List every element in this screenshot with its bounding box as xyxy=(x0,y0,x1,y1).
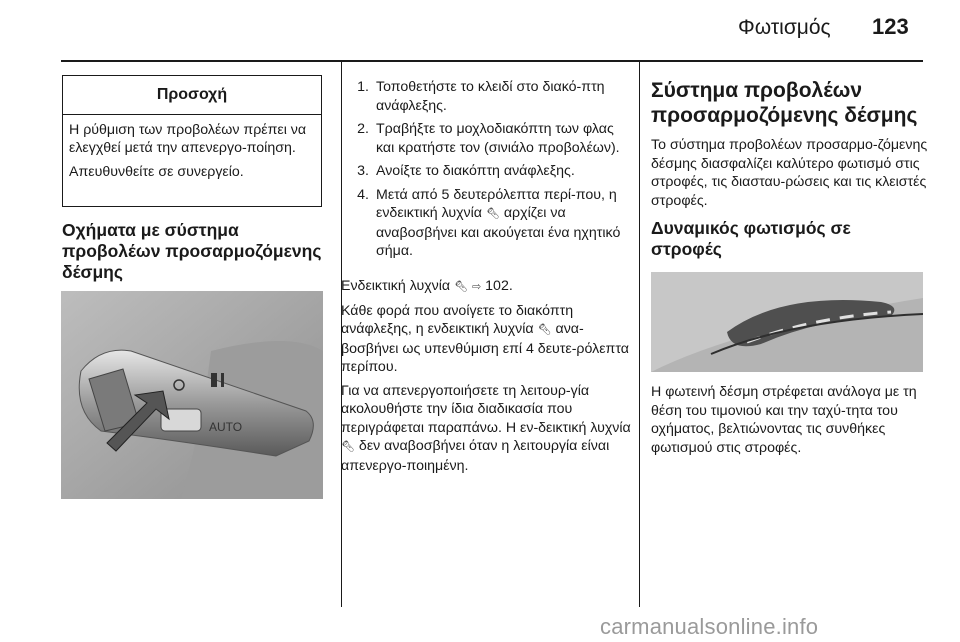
list-item: 1. Τοποθετήστε το κλειδί στο διακό-πτη ανάφλεξης. xyxy=(357,79,605,114)
page-reference-icon: ⇨ xyxy=(472,280,482,293)
section-heading: Οχήματα με σύστημα προβολέων προσαρμοζόμενης δέσμης xyxy=(62,220,322,282)
control-stalk-illustration xyxy=(61,291,323,499)
curved-road-illustration xyxy=(651,272,923,372)
intro-text: Το σύστημα προβολέων προσαρμο-ζόμενης δέσμης διασφαλίζει καλύτερο φωτισμό στις στροφές, τις διασταυ-ρώσεις και τις κλειστές στροφές. xyxy=(651,137,928,209)
section-title: Φωτισμός xyxy=(738,16,831,39)
column-divider-2 xyxy=(639,62,640,607)
instruction-list xyxy=(341,78,629,266)
figure-caption: Η φωτεινή δέσμη στρέφεται ανάλογα με τη θέση του τιμονιού και την ταχύ-τητα του οχήματος, βελτιώνοντας τις συνθήκες φωτισμού στις στροφές. xyxy=(651,384,917,456)
header-divider xyxy=(61,60,923,62)
caution-text: Απευθυνθείτε σε συνεργείο. xyxy=(69,164,244,180)
caution-text: Η ρύθμιση των προβολέων πρέπει να ελεγχθεί μετά την απενεργο-ποίηση. xyxy=(69,122,307,156)
headlight-indicator-icon: 🔦︎ xyxy=(454,280,469,293)
headlight-indicator-icon: 🔦︎ xyxy=(537,323,552,336)
watermark: carmanualsonline.info xyxy=(600,614,819,639)
page-number: 123 xyxy=(872,14,909,39)
caution-title: Προσοχή xyxy=(63,76,321,115)
headlight-indicator-icon: 🔦︎ xyxy=(341,440,355,453)
subsection-heading: Δυναμικός φωτισμός σε στροφές xyxy=(651,218,851,259)
list-item: 3. Ανοίξτε το διακόπτη ανάφλεξης. xyxy=(357,163,575,179)
body-text: Ενδεικτική λυχνία 🔦︎ ⇨ 102. Κάθε φορά που ανοίγετε το διακόπτη ανάφλεξης, η ενδεικτική λυχνία 🔦︎ ανα-βοσβήνει ως υπενθύμιση επί 4 δευτε-ρόλεπτα περίπου. Για να απενεργοποιήσετε τη λειτουρ-γία ακολουθήστε την ίδια διαδικασία που περιγράφεται παραπάνω. Η εν-δεικτική λυχνία 🔦︎ δεν αναβοσβήνει όταν η λειτουργία είναι απενεργο-ποιημένη. xyxy=(341,278,631,474)
section-heading: Σύστημα προβολέων προσαρμοζόμενης δέσμης xyxy=(651,79,918,127)
list-item: 2. Τραβήξτε το μοχλοδιακόπτη των φλας και κρατήστε τον (σινιάλο προβολέων). xyxy=(357,121,620,156)
list-item: 4. Μετά από 5 δευτερόλεπτα περί-που, η ενδεικτική λυχνία 🔦︎ αρχίζει να αναβοσβήνει και ακούγεται ένα ηχητικό σήμα. xyxy=(357,186,621,259)
headlight-indicator-icon: 🔦︎ xyxy=(485,207,500,220)
svg-text:AUTO: AUTO xyxy=(209,420,243,434)
caution-box xyxy=(62,75,322,207)
